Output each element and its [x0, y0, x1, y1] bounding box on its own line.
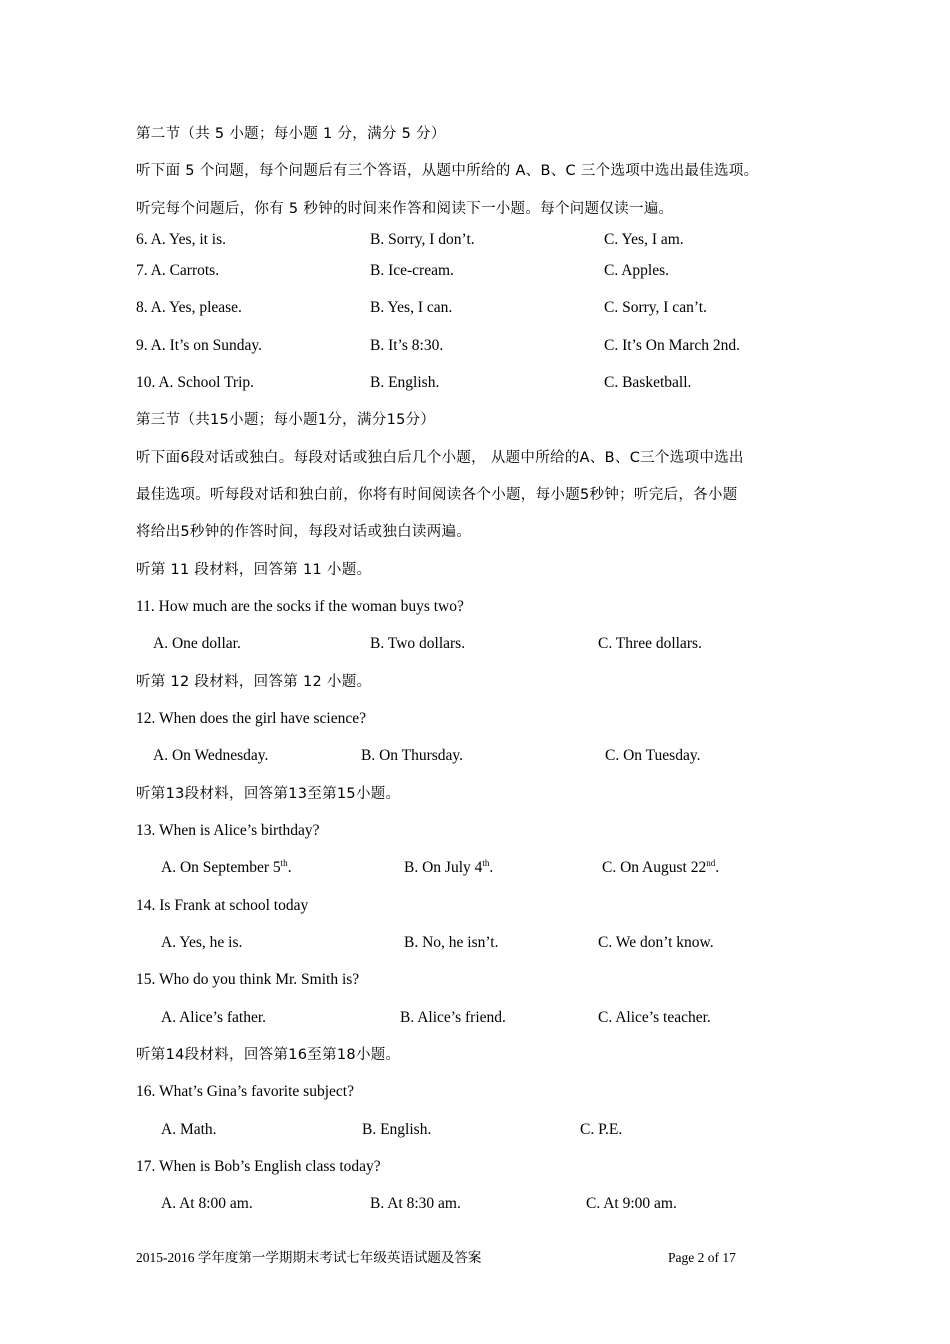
q17-option-c: C. At 9:00 am. — [586, 1195, 677, 1212]
q13-option-a: A. On September 5th. — [161, 858, 292, 876]
q8-option-a: 8. A. Yes, please. — [136, 299, 242, 316]
part-14-heading: 听第14段材料，回答第16至第18小题。 — [136, 1047, 401, 1063]
q12-question: 12. When does the girl have science? — [136, 710, 366, 727]
section-3-instruction-3: 将给出5秒钟的作答时间，每段对话或独白读两遍。 — [136, 524, 472, 540]
q17-question: 17. When is Bob’s English class today? — [136, 1158, 381, 1175]
q13-question: 13. When is Alice’s birthday? — [136, 822, 320, 839]
q11-option-b: B. Two dollars. — [370, 635, 466, 652]
q9-option-c: C. It’s On March 2nd. — [604, 337, 741, 354]
footer-page-number: Page 2 of 17 — [668, 1250, 736, 1265]
q13-option-b: B. On July 4th. — [404, 858, 494, 876]
q6-option-a: 6. A. Yes, it is. — [136, 231, 227, 248]
q10-option-b: B. English. — [370, 374, 440, 391]
section-3-instruction-2: 最佳选项。听每段对话和独白前，你将有时间阅读各个小题，每小题5秒钟；听完后，各小题 — [136, 487, 738, 503]
q12-option-a: A. On Wednesday. — [153, 747, 269, 764]
q15-option-b: B. Alice’s friend. — [400, 1009, 506, 1026]
q11-question: 11. How much are the socks if the woman buys two? — [136, 598, 464, 615]
q9-option-a: 9. A. It’s on Sunday. — [136, 337, 263, 354]
q12-option-c: C. On Tuesday. — [605, 747, 701, 764]
q6-option-c: C. Yes, I am. — [604, 231, 684, 248]
q11-option-c: C. Three dollars. — [598, 635, 702, 652]
q15-option-a: A. Alice’s father. — [161, 1009, 267, 1026]
q7-option-b: B. Ice-cream. — [370, 262, 454, 279]
q9-option-b: B. It’s 8:30. — [370, 337, 444, 354]
q7-option-c: C. Apples. — [604, 262, 670, 279]
q16-option-c: C. P.E. — [580, 1121, 623, 1138]
part-13-heading: 听第13段材料，回答第13至第15小题。 — [136, 786, 401, 802]
q15-question: 15. Who do you think Mr. Smith is? — [136, 971, 360, 988]
q16-option-a: A. Math. — [161, 1121, 217, 1138]
q10-option-c: C. Basketball. — [604, 374, 692, 391]
section-2-instruction-2: 听完每个问题后，你有 5 秒钟的时间来作答和阅读下一小题。每个问题仅读一遍。 — [136, 201, 674, 217]
q13-option-c: C. On August 22nd. — [602, 858, 720, 876]
q14-option-a: A. Yes, he is. — [161, 934, 243, 951]
section-2-instruction-1: 听下面 5 个问题，每个问题后有三个答语，从题中所给的 A、B、C 三个选项中选出最佳选项。 — [136, 163, 759, 179]
q16-option-b: B. English. — [362, 1121, 432, 1138]
q11-option-a: A. One dollar. — [153, 635, 241, 652]
section-2-title: 第二节（共 5 小题；每小题 1 分，满分 5 分） — [136, 126, 446, 142]
q8-option-c: C. Sorry, I can’t. — [604, 299, 707, 316]
q17-option-b: B. At 8:30 am. — [370, 1195, 461, 1212]
q8-option-b: B. Yes, I can. — [370, 299, 453, 316]
q7-option-a: 7. A. Carrots. — [136, 262, 220, 279]
q10-option-a: 10. A. School Trip. — [136, 374, 255, 391]
q14-option-b: B. No, he isn’t. — [404, 934, 499, 951]
q12-option-b: B. On Thursday. — [361, 747, 464, 764]
footer-document-title: 2015-2016 学年度第一学期期末考试七年级英语试题及答案 — [136, 1250, 482, 1265]
part-12-heading: 听第 12 段材料，回答第 12 小题。 — [136, 674, 372, 690]
section-3-title: 第三节（共15小题；每小题1分，满分15分） — [136, 412, 436, 428]
part-11-heading: 听第 11 段材料，回答第 11 小题。 — [136, 562, 372, 578]
q14-question: 14. Is Frank at school today — [136, 897, 309, 914]
q14-option-c: C. We don’t know. — [598, 934, 714, 951]
q16-question: 16. What’s Gina’s favorite subject? — [136, 1083, 354, 1100]
q17-option-a: A. At 8:00 am. — [161, 1195, 253, 1212]
q15-option-c: C. Alice’s teacher. — [598, 1009, 711, 1026]
section-3-instruction-1: 听下面6段对话或独白。每段对话或独白后几个小题， 从题中所给的A、B、C三个选项中选出 — [136, 450, 744, 466]
q6-option-b: B. Sorry, I don’t. — [370, 231, 475, 248]
